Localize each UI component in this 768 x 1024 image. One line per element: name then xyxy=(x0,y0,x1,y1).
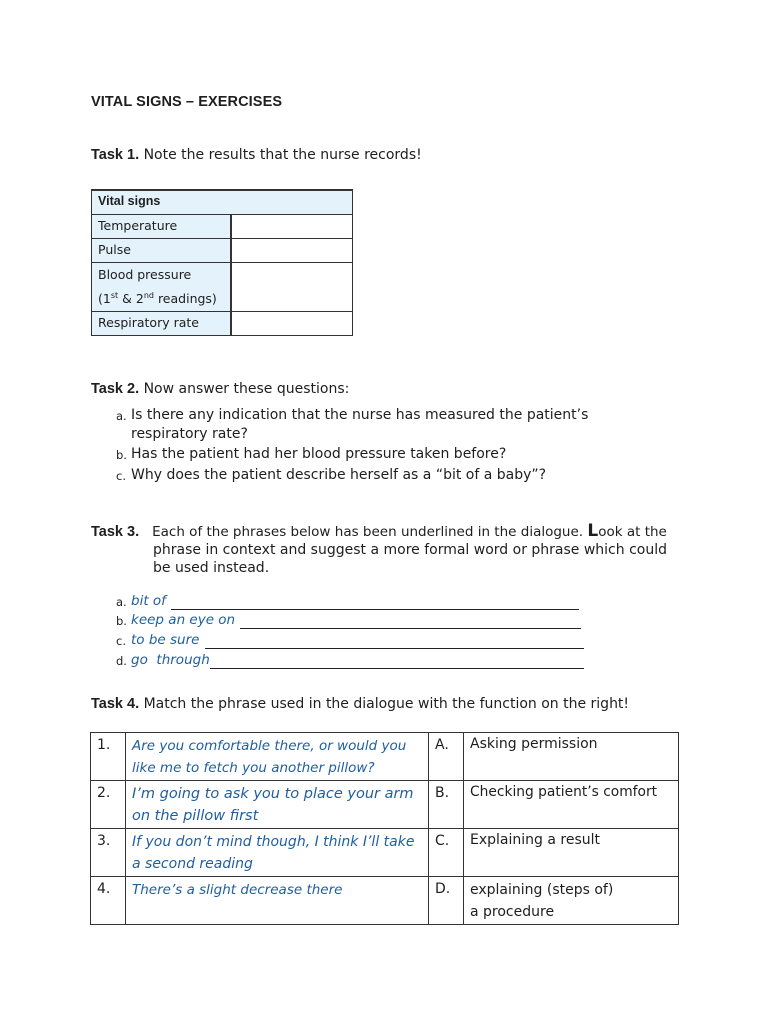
question-text: Why does the patient describe herself as a “bit of a baby”? xyxy=(131,467,547,483)
task3-label: Task 3. xyxy=(91,524,140,540)
task2-instruction xyxy=(91,381,349,397)
function-text: Checking patient’s comfort xyxy=(464,781,679,829)
table-row xyxy=(91,781,679,829)
answer-line-b[interactable] xyxy=(240,628,581,629)
respiratory-rate-value-cell[interactable] xyxy=(231,312,353,336)
question-marker: a. xyxy=(116,409,127,423)
question-text: Has the patient had her blood pressure taken before? xyxy=(131,446,507,462)
task3-instruction xyxy=(91,522,667,577)
vital-signs-table xyxy=(91,189,353,336)
table-row xyxy=(92,263,353,312)
function-letter: A. xyxy=(429,733,464,781)
list-item xyxy=(116,632,591,652)
answer-line-d[interactable] xyxy=(210,668,584,669)
dialogue-phrase: There’s a slight decrease there xyxy=(126,877,429,925)
pulse-value-cell[interactable] xyxy=(231,239,353,263)
respiratory-rate-label: Respiratory rate xyxy=(92,312,232,336)
dialogue-phrase: If you don’t mind though, I think I’ll take a second reading xyxy=(126,829,429,877)
fill-marker: b. xyxy=(116,614,127,628)
task3-text-line1: Each of the phrases below has been underlined in the dialogue. xyxy=(152,524,588,540)
task3-dropcap: L xyxy=(587,521,599,541)
blood-pressure-value-cell[interactable] xyxy=(231,263,353,312)
row-number: 4. xyxy=(91,877,126,925)
function-text: Asking permission xyxy=(464,733,679,781)
fill-marker: c. xyxy=(116,634,126,648)
list-item xyxy=(116,593,591,613)
function-text-line2: a procedure xyxy=(470,904,555,920)
table-row xyxy=(91,829,679,877)
pulse-label: Pulse xyxy=(92,239,232,263)
task1-label: Task 1. xyxy=(91,147,140,163)
task2-text: Now answer these questions: xyxy=(143,381,350,397)
page-title: VITAL SIGNS – EXERCISES xyxy=(91,94,283,110)
function-letter: B. xyxy=(429,781,464,829)
temperature-label: Temperature xyxy=(92,215,232,239)
table-row xyxy=(92,312,353,336)
list-item xyxy=(116,652,591,672)
list-item xyxy=(116,466,547,485)
blood-pressure-label xyxy=(92,263,232,312)
fill-marker: d. xyxy=(116,654,127,668)
task3-text-line2: phrase in context and suggest a more formal word or phrase which could xyxy=(153,542,667,558)
phrase-to-be-sure: to be sure xyxy=(131,632,200,648)
question-text: Is there any indication that the nurse has measured the patient’s xyxy=(131,407,589,423)
matching-table xyxy=(90,732,679,925)
fill-marker: a. xyxy=(116,595,127,609)
table-row xyxy=(91,733,679,781)
function-text xyxy=(464,877,679,925)
question-text-continued: respiratory rate? xyxy=(131,426,248,442)
function-text-line1: explaining (steps of) xyxy=(470,882,614,898)
task1-instruction xyxy=(91,147,422,163)
dialogue-phrase: Are you comfortable there, or would you like me to fetch you another pillow? xyxy=(126,733,429,781)
blood-pressure-title: Blood pressure xyxy=(98,267,192,282)
dialogue-phrase: I’m going to ask you to place your arm on the pillow first xyxy=(126,781,429,829)
question-marker: b. xyxy=(116,448,127,462)
table-row xyxy=(91,877,679,925)
function-text: Explaining a result xyxy=(464,829,679,877)
answer-line-a[interactable] xyxy=(171,609,579,610)
task3-text-line1-rest: ook at the xyxy=(598,524,667,540)
task4-instruction xyxy=(91,696,629,712)
list-item xyxy=(116,445,507,464)
task3-text-line3: be used instead. xyxy=(153,560,270,576)
row-number: 2. xyxy=(91,781,126,829)
vital-signs-header-row xyxy=(92,190,353,215)
phrase-go-through: go through xyxy=(131,652,210,668)
question-marker: c. xyxy=(116,469,126,483)
task4-text: Match the phrase used in the dialogue with the function on the right! xyxy=(143,696,630,712)
readings-note: (1st & 2nd readings) xyxy=(98,291,217,306)
task1-text: Note the results that the nurse records! xyxy=(143,147,422,163)
phrase-keep-an-eye-on: keep an eye on xyxy=(131,612,236,628)
task2-label: Task 2. xyxy=(91,381,140,397)
answer-line-c[interactable] xyxy=(205,648,584,649)
table-row xyxy=(92,215,353,239)
row-number: 3. xyxy=(91,829,126,877)
list-item xyxy=(116,612,591,632)
task4-label: Task 4. xyxy=(91,696,140,712)
list-item xyxy=(116,406,589,444)
table-row xyxy=(92,239,353,263)
phrase-bit-of: bit of xyxy=(131,593,166,609)
function-letter: D. xyxy=(429,877,464,925)
row-number: 1. xyxy=(91,733,126,781)
vital-signs-header: Vital signs xyxy=(92,190,353,215)
temperature-value-cell[interactable] xyxy=(231,215,353,239)
function-letter: C. xyxy=(429,829,464,877)
